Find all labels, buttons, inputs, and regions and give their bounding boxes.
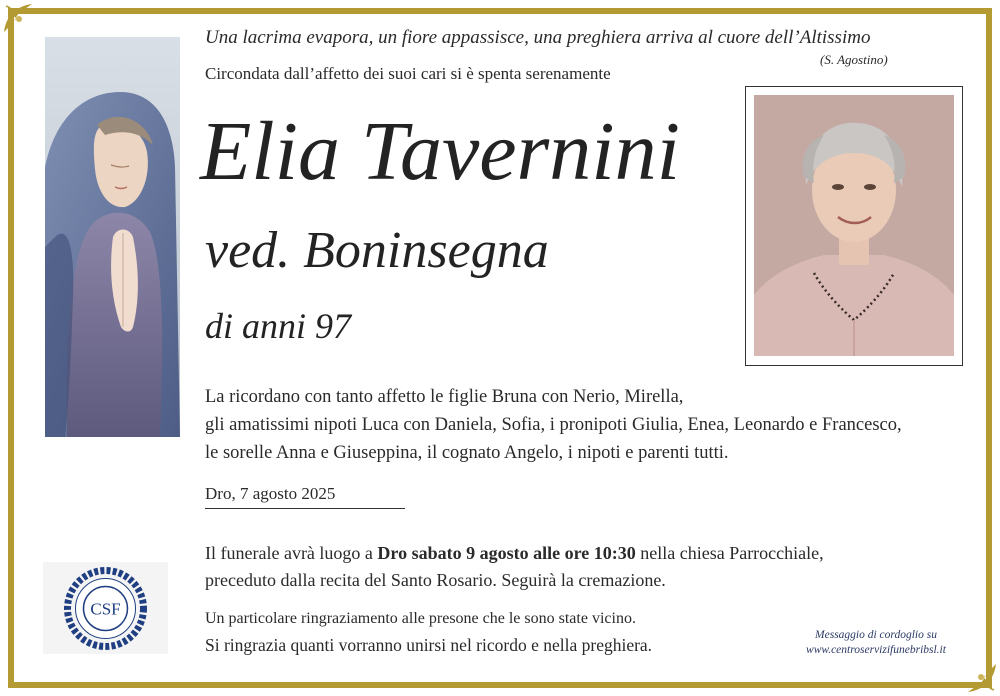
thanks-line-1: Un particolare ringraziamento alle presone che le sono state vicino. [205,610,636,627]
epigraph-quote: Una lacrima evapora, un fiore appassisce, una preghiera arriva al cuore dell’Altissimo [205,27,871,48]
condolence-label: Messaggio di cordoglio su [815,629,937,641]
condolence-note [780,628,972,658]
csf-logo-icon [63,566,148,651]
logo-text: CSF [90,599,121,619]
corner-ornament-icon [964,660,998,694]
portrait-frame [745,86,963,366]
praying-madonna-image [45,37,180,437]
condolence-website-link[interactable]: www.centroservizifunebribsl.it [806,644,946,656]
survivors-line: le sorelle Anna e Giuseppina, il cognato Angelo, i nipoti e parenti tutti. [205,443,729,463]
deceased-name: Elia Tavernini [200,105,680,198]
funeral-line-2: preceduto dalla recita del Santo Rosario. Seguirà la cremazione. [205,570,666,590]
thanks-line-2: Si ringrazia quanti vorranno unirsi nel ricordo e nella preghiera. [205,635,653,655]
corner-ornament-icon [2,2,36,36]
funeral-prefix: Il funerale avrà luogo a [205,543,378,563]
portrait-photo [754,95,954,356]
funeral-service-logo-box [43,562,168,654]
survivors-line: gli amatissimi nipoti Luca con Daniela, Sofia, i pronipoti Giulia, Enea, Leonardo e Francesco, [205,415,902,435]
funeral-suffix: nella chiesa Parrocchiale, [635,543,824,563]
deceased-married-name: ved. Boninsegna [205,222,549,279]
funeral-info [205,540,824,594]
deceased-age: di anni 97 [205,306,352,346]
funeral-when: Dro sabato 9 agosto alle ore 10:30 [377,543,636,563]
intro-line: Circondata dall’affetto dei suoi cari si è spenta serenamente [205,64,611,83]
survivors-text [205,383,902,467]
survivors-line: La ricordano con tanto affetto le figlie Bruna con Nerio, Mirella, [205,387,684,407]
epigraph-author: (S. Agostino) [820,52,888,67]
place-date: Dro, 7 agosto 2025 [205,484,405,509]
